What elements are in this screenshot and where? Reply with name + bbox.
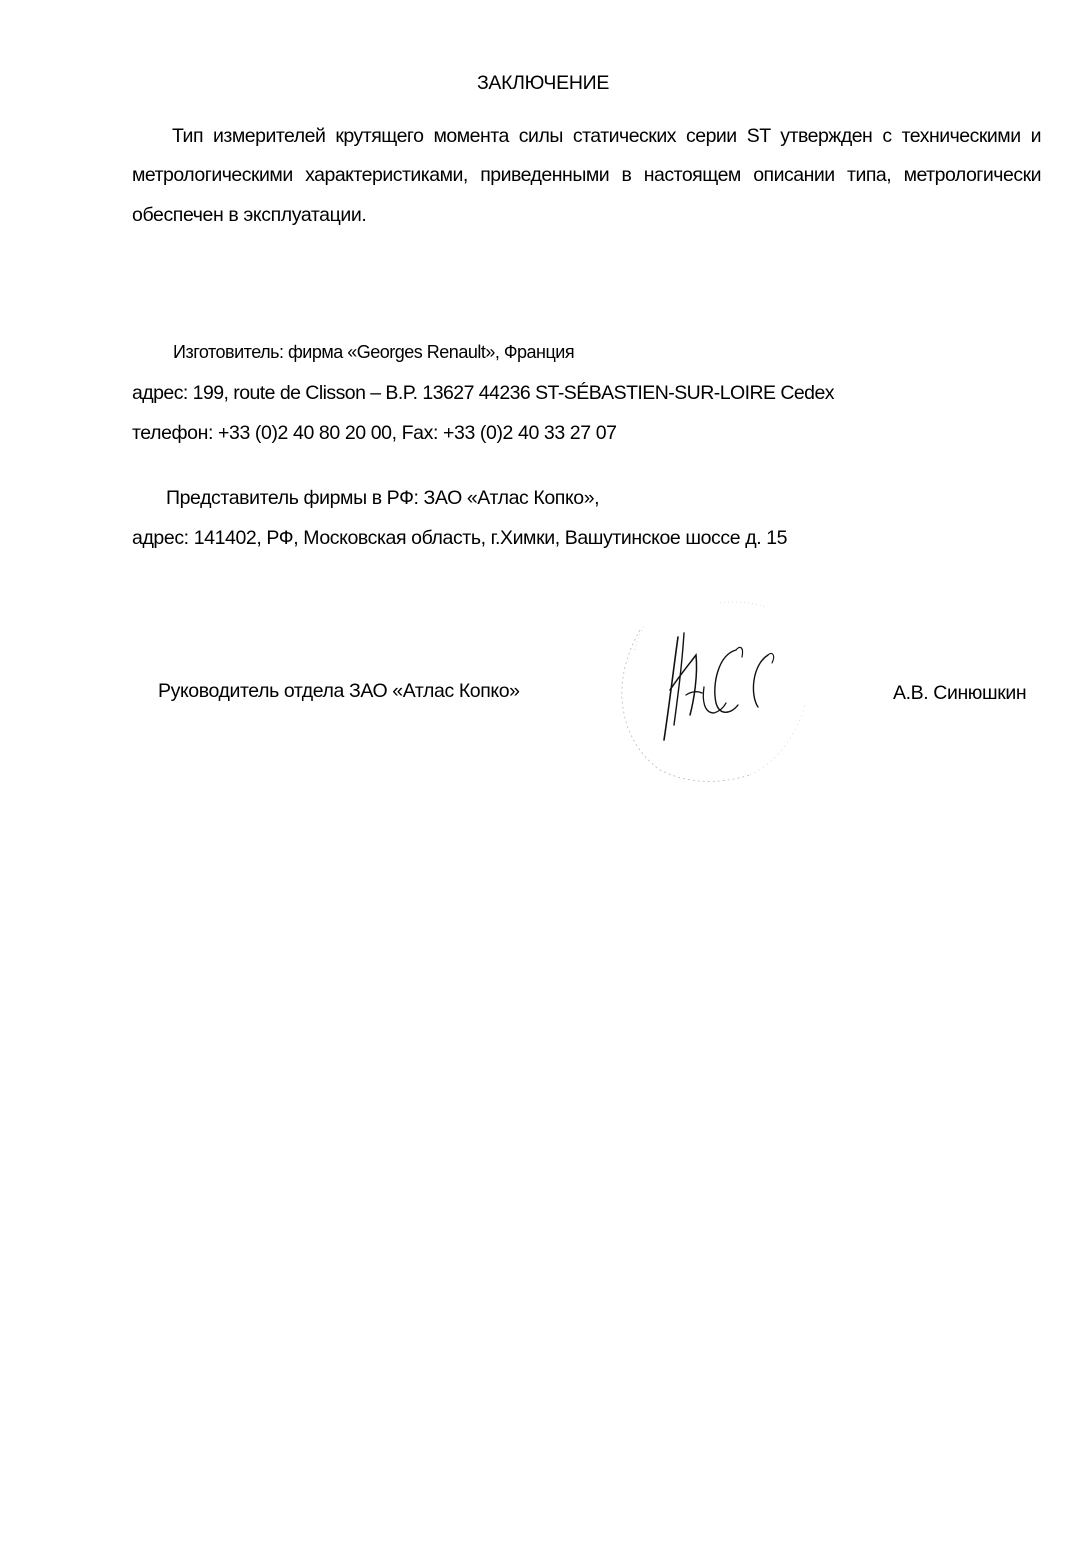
representative-address: адрес: 141402, РФ, Московская область, г.Химки, Вашутинское шоссе д. 15 — [132, 527, 788, 549]
document-title: ЗАКЛЮЧЕНИЕ — [476, 72, 610, 94]
conclusion-line-2: метрологическими характеристиками, приведенными в настоящем описании типа, метрологически — [132, 164, 1041, 186]
signoff-position: Руководитель отдела ЗАО «Атлас Копко» — [158, 680, 520, 702]
signoff-name: А.В. Синюшкин — [893, 682, 1027, 704]
representative-line: Представитель фирмы в РФ: ЗАО «Атлас Копко», — [166, 487, 600, 509]
handwritten-signature — [600, 595, 820, 795]
conclusion-line-3: обеспечен в эксплуатации. — [132, 204, 367, 226]
manufacturer-address: адрес: 199, route de Clisson – B.P. 13627 44236 ST-SÉBASTIEN-SUR-LOIRE Cedex — [132, 382, 834, 404]
manufacturer-line: Изготовитель: фирма «Georges Renault», Франция — [173, 342, 575, 362]
conclusion-line-1: Тип измерителей крутящего момента силы статических серии ST утвержден с техническими и — [172, 125, 1041, 147]
manufacturer-phone: телефон: +33 (0)2 40 80 20 00, Fax: +33 (0)2 40 33 27 07 — [132, 422, 617, 444]
